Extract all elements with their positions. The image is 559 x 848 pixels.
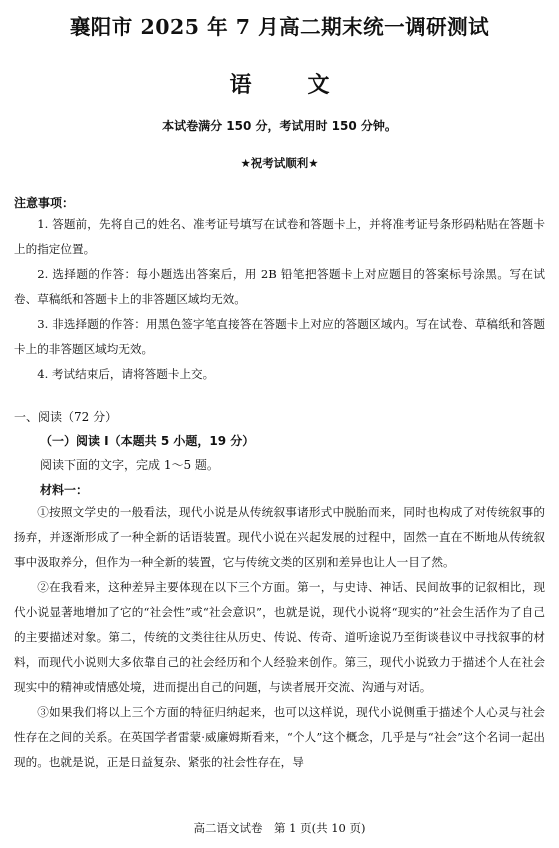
- subsection-heading: （一）阅读 I（本题共 5 小题，19 分）: [40, 434, 255, 448]
- page-footer: 高二语文试卷 第 1 页(共 10 页): [193, 821, 366, 835]
- paragraph: ②在我看来，这种差异主要体现在以下三个方面。第一，与史诗、神话、民间故事的记叙相比，现代小说显著地增加了它的“社会性”或“社会意识”，也就是说，现代小说将“现实的”社会生活作为了自己的主要描述对象。第二，传统的文类往往从历史、传说、传奇、道听途说乃至街谈巷议中寻找叙事的材料，而现代小说则大多依靠自己的社会经历和个人经验来创作。第三，现代小说致力于描述个人在社会现实中的精神或情感处境，进而提出自己的问题，与读者展开交流、沟通与对话。: [14, 580, 545, 694]
- section-heading: 一、阅读（72 分）: [14, 410, 118, 424]
- good-luck-wish: ★祝考试顺利★: [240, 156, 319, 170]
- reading-instruction: 阅读下面的文字，完成 1～5 题。: [40, 458, 219, 472]
- subject-char-1: 语: [229, 72, 252, 98]
- notice-item: 2. 选择题的作答：每小题选出答案后，用 2B 铅笔把答题卡上对应题目的答案标号涂黑。写在试卷、草稿纸和答题卡上的非答题区域均无效。: [14, 267, 545, 306]
- subject-title: [0, 68, 559, 99]
- material-label: 材料一：: [40, 483, 89, 497]
- material-text: [14, 500, 545, 775]
- subject-char-2: 文: [307, 72, 330, 98]
- notice-list: [14, 212, 545, 387]
- notice-item: 1. 答题前，先将自己的姓名、准考证号填写在试卷和答题卡上，并将准考证号条形码粘贴在答题卡上的指定位置。: [14, 217, 545, 256]
- notice-item: 3. 非选择题的作答：用黑色签字笔直接答在答题卡上对应的答题区域内。写在试卷、草稿纸和答题卡上的非答题区域均无效。: [14, 317, 545, 356]
- notice-heading: 注意事项：: [14, 196, 75, 210]
- paragraph: ①按照文学史的一般看法，现代小说是从传统叙事诸形式中脱胎而来，同时也构成了对传统叙事的扬弃，并逐渐形成了一种全新的话语装置。现代小说在兴起发展的过程中，固然一直在不断地从传统叙事中汲取养分，但作为一种全新的装置，它与传统文类的区别和差异也让人一目了然。: [14, 505, 545, 569]
- exam-info: 本试卷满分 150 分，考试用时 150 分钟。: [162, 119, 397, 133]
- paragraph: ③如果我们将以上三个方面的特征归纳起来，也可以这样说，现代小说侧重于描述个人心灵与社会性存在之间的关系。在英国学者雷蒙·威廉姆斯看来，“个人”这个概念，几乎是与“社会”这个名词一起出现的。也就是说，正是日益复杂、紧张的社会性存在，导: [14, 705, 545, 769]
- notice-item: 4. 考试结束后，请将答题卡上交。: [37, 367, 215, 381]
- exam-title: 襄阳市 2025 年 7 月高二期末统一调研测试: [69, 15, 490, 39]
